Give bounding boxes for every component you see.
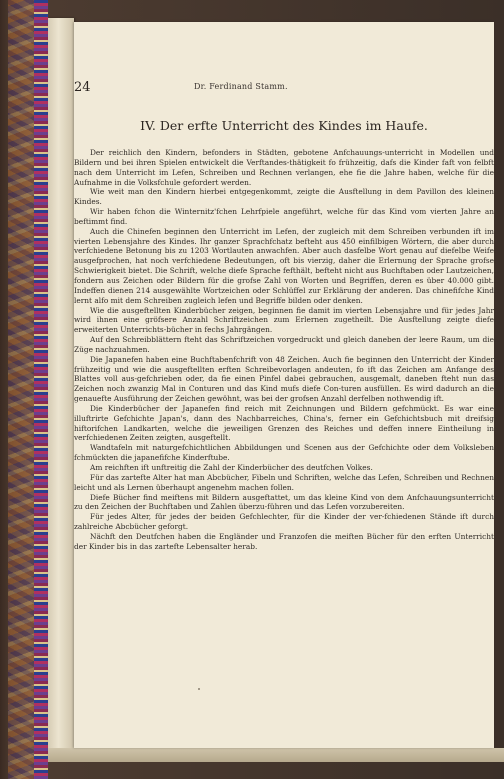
paragraph: Die Kinderbücher der Japanefen find reich mit Zeichnungen und Bildern gefchmückt. Es war eine illuftrirte Gefchichte Japan's, dann des Nachbarreiches, China's, ferner ein Gefchichtsbuch mit dreifsig hiftorifchen Landkarten, welche die jeweiligen Grenzen des Reiches und deffen innere Eintheilung in verfchiedenen Zeiten zeigten, ausgeftellt. (74, 403, 494, 443)
paragraph: Wandtafeln mit naturgefchichtlichen Abbildungen und Scenen aus der Gefchichte oder dem Volksleben fchmückten die japanefifche Kinderftube. (74, 443, 494, 463)
body-text (74, 148, 494, 552)
chapter-title: IV. Der erfte Unterricht des Kindes im Haufe. (140, 118, 428, 133)
paragraph: Nächft den Deutfchen haben die Engländer und Franzofen die meiften Bücher für den erften Unterricht der Kinder bis in das zartefte Lebensalter herab. (74, 531, 494, 551)
paragraph: Diefe Bücher find meiftens mit Bildern ausgeftattet, um das kleine Kind von dem Anfchauungsunterricht zu den Zeichen der Buchftaben und Zahlen überzu-führen und das Lefen vorzubereiten. (74, 492, 494, 512)
page-bottom-edge (48, 748, 504, 762)
page-header (74, 80, 404, 94)
running-head: Dr. Ferdinand Stamm. (194, 82, 288, 91)
paragraph: Für das zartefte Alter hat man Abcbücher, Fibeln und Schriften, welche das Lefen, Schreiben und Rechnen leicht und als Lernen überhaupt angenehm machen follen. (74, 472, 494, 492)
marbled-cover (8, 0, 36, 779)
page-edge-stack (48, 18, 74, 756)
paragraph: Der reichlich den Kindern, befonders in Städten, gebotene Anfchauungs-unterricht in Modellen und Bildern und bei ihren Spielen entwickelt die Verftandes-thätigkeit fo frühzeitig, dafs die Kinder faft von felbft nach dem Unterricht im Lefen, Schreiben und Rechnen verlangen, ehe fie die Jahre haben, welche für die Aufnahme in die Volksfchule gefordert werden. (74, 148, 494, 187)
paragraph: Für jedes Alter, für jedes der beiden Gefchlechter, für die Kinder der ver-fchiedenen Stände ift durch zahlreiche Abcbücher geforgt. (74, 512, 494, 532)
paragraph: Wie die ausgeftellten Kinderbücher zeigen, beginnen fie damit im vierten Lebensjahre und für jedes Jahr wird ihnen eine gröfsere Anzahl Schriftzeichen zum Erlernen zugetheilt. Die Ausftellung zeigte diefe erweiterten Unterrichts-bücher in fechs Jahrgängen. (74, 305, 494, 335)
paragraph: Am reichften ift unftreitig die Zahl der Kinderbücher des deutfchen Volkes. (90, 463, 373, 472)
spine-binding (34, 0, 48, 779)
page-number: 24 (74, 80, 91, 95)
paragraph: Wir haben fchon die Winternitz'fchen Lehrfpiele angeführt, welche für das Kind vom vierten Jahre an beftimmt find. (74, 207, 494, 226)
paragraph: Auf den Schreibblättern fteht das Schriftzeichen vorgedruckt und gleich daneben der leere Raum, um die Züge nachzuahmen. (74, 335, 494, 354)
paragraph: Wie weit man den Kindern hierbei entgegenkommt, zeigte die Ausftellung in dem Pavillon des kleinen Kindes. (74, 187, 494, 207)
paper-speck (198, 688, 200, 690)
paragraph: Die Japanefen haben eine Buchftabenfchrift von 48 Zeichen. Auch fie beginnen den Unterricht der Kinder frühzeitig und wie die ausgeftellten erften Schreibevorlagen andeuten, fo ift das Zeichen am Anfange des Blattes voll aus-gefchrieben oder, da fie einen Pinfel dabei gebrauchen, ausgemalt, daneben fteht nun das Zeichen noch zwanzig Mal in Conturen und das Kind mufs diefe Con-turen ausfüllen. Es wird dadurch an die genauefte Ausführung der Zeichen gewöhnt, was bei der grofsen Anzahl derfelben nothwendig ift. (74, 354, 494, 404)
paragraph: Auch die Chinefen beginnen den Unterricht im Lefen, der zugleich mit dem Schreiben verbunden ift im vierten Lebensjahre des Kindes. Ihr ganzer Sprachfchatz befteht aus 450 einfilbigen Wörtern, die aber durch verfchiedene Betonung bis zu 1203 Wortlauten anwachfen. Aber auch dasfelbe Wort genau auf diefelbe Weife ausgefprochen, hat noch verfchiedene Bedeutungen, oft bis vierzig, daher die Erlernung der Sprache grofse Schwierigkeit bietet. Die Schrift, welche diefe Sprache fefthält, befteht nicht aus Buchftaben oder Lautzeichen, fondern aus Zeichen oder Bildern für die grofse Zahl von Worten und Begriffen, deren es über 40.000 gibt. Indeffen dienen 214 ausgewählte Wortzeichen oder Schlüffel zur Erklärung der anderen. Das chinefifche Kind lernt alfo mit dem Schreiben zugleich lefen und Begriffe bilden oder denken. (74, 226, 494, 305)
